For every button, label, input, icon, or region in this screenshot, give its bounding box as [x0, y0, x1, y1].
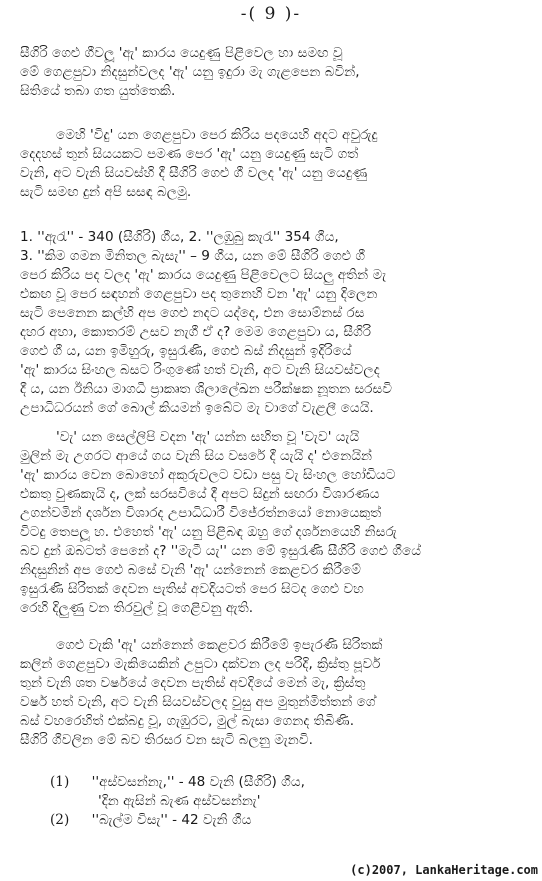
- text-line: 'වැ' යන සෙල්ලිපි වදන 'ඇ' යන්න සහිත වූ 'වැව' යැයි: [56, 429, 360, 445]
- text-line: කලින් ගෙළපුවා මැකියෙකින් උපුටා දක්වන ලද පරිදි, ක්‍රිස්තු පූර්ව: [20, 656, 381, 672]
- list-item-text: ''බැල්ම විසැ'' - 42 වැනි ගීය: [91, 812, 252, 828]
- text-line: 3. ''කිම ගමන මිනිතල බැසැ'' – 9 ගීය, යන මේ සීගිරි ගෙළු ගී: [20, 248, 366, 264]
- text-line: එකඟ වූ පෙර සඳහන් ගෙළපුවා පද තුනෙහි වන 'ඇ' යනු දිලෙන: [20, 286, 378, 302]
- text-line: ඉසුරැණි සිරිතක් දෙවන පැතිස් අවදියටත් පෙර සිටද ගෙළු වහ: [20, 581, 364, 597]
- text-line: සිතියේ තබා ගත යුත්තෙකි.: [20, 83, 176, 99]
- text-line: වැනි, අට වැනි සියවස්හි දී සීගිරි ගෙළු ගී වලද 'ඇ' යනු යෙදුණු: [20, 165, 368, 181]
- paragraph-1: [20, 44, 530, 101]
- example-list: [50, 773, 520, 830]
- text-line: විටදු තෙපලූ හ. එහෙත් 'ඇ' යනු පිළිබඳ ඔහු ගේ දර්ශනයෙහි නිසරු: [20, 524, 397, 540]
- text-line: ගෙළු ගී ය, යන ඉමිහුරු, ඉසුරැණි, ගෙළු බස් නිදසුන් ඉදිරියේ: [20, 343, 352, 359]
- text-line: සීගිරි ගීවලින මේ බව තිරසර වන සැටි බලනු මැනවි.: [20, 732, 313, 748]
- text-line: සීගිරි ගෙළු ගීවලූ 'ඇ' කාරය යෙදුණු පිළිවෙල හා සමඟ වූ: [20, 45, 343, 61]
- list-item-subline: 'දින ඇසින් බැණ අස්වසන්නැ': [98, 793, 261, 809]
- list-item: [50, 811, 520, 830]
- list-item-text: ''අස්වසන්නැ,'' - 48 වැනි (සීගිරි) ගීය,: [91, 774, 305, 790]
- page-number: -( 9 )-: [240, 4, 302, 24]
- text-line: දෙදහස් තුන් සියයකට පමණ පෙර 'ඇ' යනු යෙදුණු සැටි ගත්: [20, 146, 359, 162]
- text-line: සැටි පෙනෙන කල්හි අප ගෙළු නදට යද්දෙ, එන සොම්නස් රස: [20, 305, 365, 321]
- copyright-credit: (c)2007, LankaHeritage.com: [350, 863, 538, 877]
- paragraph-4: [20, 428, 530, 618]
- text-line: නිදසුනින් අප ගෙළු බසේ වැනි 'ඇ' යන්නෙන් කෙළවර කිරීමේ: [20, 562, 361, 578]
- text-line: මෙහි 'විදු' යන ගෙළපුවා පෙර කිරිය පදයෙහි අදට අවුරුදු: [56, 127, 378, 143]
- list-item-number: (2): [50, 812, 70, 828]
- paragraph-2: [20, 126, 530, 202]
- text-line: පෙර කිරිය පද වලද 'ඇ' කාරය යෙදුණු පිළිවෙලට සියලු අතින් මැ: [20, 267, 387, 283]
- text-line: දී ය, යන ඊනියා මාගධී ප්‍රාකෘත ශිලාලේඛන පරීක්ෂක නූතන සරසවි: [20, 381, 393, 397]
- paragraph-5: [20, 636, 530, 750]
- paragraph-3: [20, 228, 530, 418]
- text-line: දහර අහා, කොතරම් උසව නැගී ඒ ද? මෙම ගෙළපුවා ය, සීගිරි: [20, 324, 372, 340]
- text-line: උගන්වමින් දර්ශන විශාරද උපාධිධාරී විජේරත්නයෝ නොයෙකුත්: [20, 505, 382, 521]
- list-item: [50, 773, 520, 792]
- text-line: රෙහි දිලුණු වන තිරවුල් වූ ගෙළිවනු ඇති.: [20, 600, 254, 616]
- text-line: උපාධිධරයන් ගේ බොල් කියමන් ඉබේට මැ වාගේ වැළලී යෙයි.: [20, 400, 374, 416]
- text-line: මේ ගෙළපුවා නිදසුන්වලද 'ඇ' යනු ඉදුරා මැ ගැළපෙන බවින්,: [20, 64, 360, 80]
- text-line: සැටි සමඟ දුන් අපි සසඳ බලමු.: [20, 184, 192, 200]
- text-line: ගෙළු වැකි 'ඇ' යන්නෙන් කෙළවර කිරීමේ ඉපැරණි සිරිතක්: [56, 637, 383, 653]
- text-line: වර්ෂ හත් වැනි, අට වැනි සියවස්වලද වුසු අප මුතුන්මිත්තන් ගේ: [20, 694, 376, 710]
- text-line: 1. ''ඇරැ'' - 340 (සීගිරි) ගීය, 2. ''ලඹුබු කැරැ'' 354 ගීය,: [20, 229, 339, 245]
- text-line: මුලින් මැ උගරට ආයේ ගය වැනි සිය වසරේ දී යැයි ද' එනෙයින්: [20, 448, 373, 464]
- text-line: බස් වහරෙහිත් එක්බදු වූ, ගැඹුරට, මුල් බැසා ගෙනද තිබිණි.: [20, 713, 355, 729]
- list-item-number: (1): [50, 774, 70, 790]
- text-line: 'ඇ' කාරය සිංහල බසට රිංගුණේ හත් වැනි, අට වැනි සියවස්වලද: [20, 362, 380, 378]
- text-line: බව දුන් ඔබටත් පෙනේ ද? ''මැටී යැ'' යන මේ ඉසුරැණි සීගිරි ගෙළු ගීයේ: [20, 543, 421, 559]
- text-line: 'ඇ' කාරය වෙන බොහෝ අකුරුවලට වඩා පසු වැ සිංහල හෝඩියට: [20, 467, 396, 483]
- text-line: එකතු වුණකැයි ද, ලක් සරසවියේ දී අපට සිදුන් සඟරා විශාරණය: [20, 486, 380, 502]
- text-line: තුන් වැනි ශත වර්ෂයේ දෙවන පැතිස් අවදියේ මෙන් මැ, ක්‍රිස්තු: [20, 675, 366, 691]
